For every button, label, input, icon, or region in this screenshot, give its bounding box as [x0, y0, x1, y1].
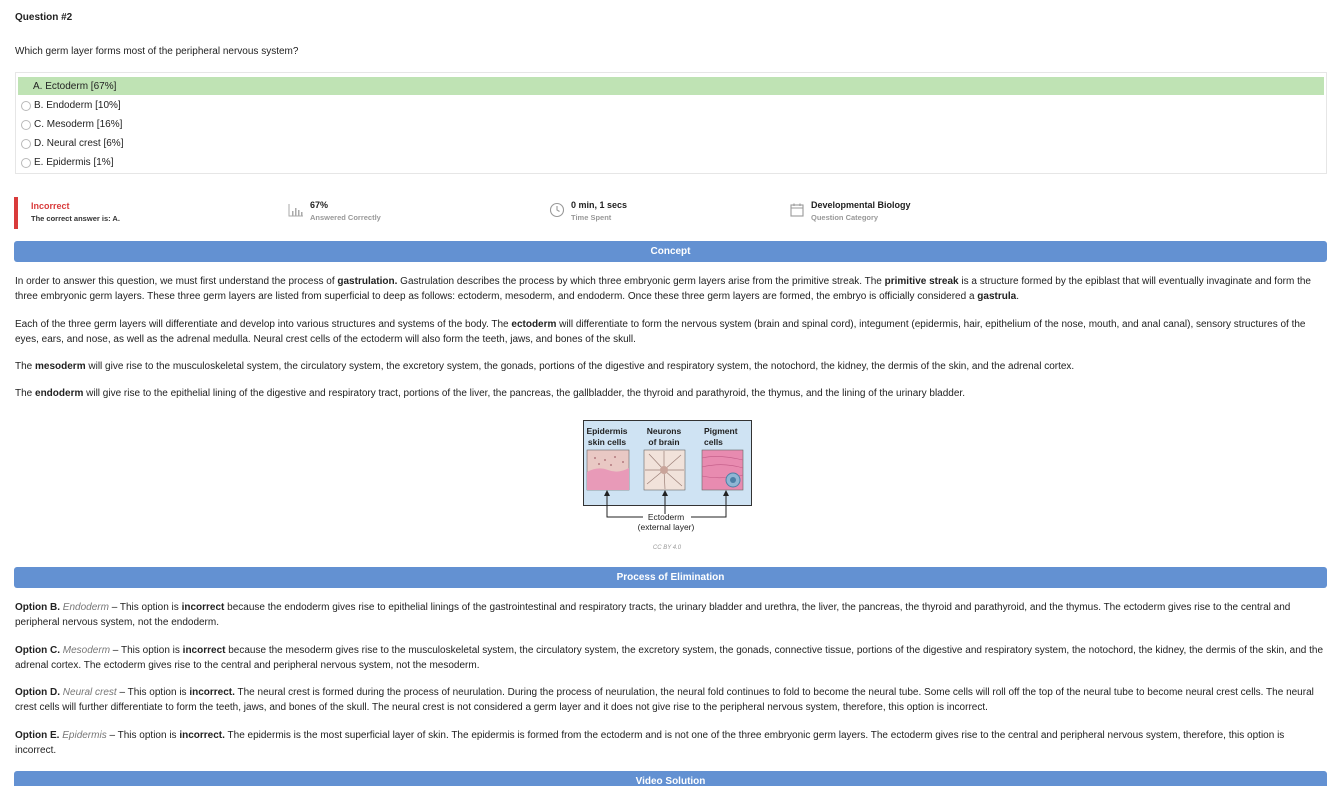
figure-caption: CC BY 4.0: [652, 545, 682, 551]
question-stem: Which germ layer forms most of the peripheral nervous system?: [15, 46, 299, 57]
diagram-label-cells: cells: [704, 437, 723, 447]
option-b-explanation: Option B. Endoderm – This option is incorrect because the endoderm gives rise to epithelial linings of the gastrointestinal and respiratory tracts, the urinary bladder and urethra, the liver, the pancreas, the thyroid and parathyroid, and the thymus. The ectoderm gives rise to the central and peripheral nervous system, not the endoderm.: [15, 602, 1291, 628]
percent-label: Answered Correctly: [310, 213, 381, 222]
radio-button[interactable]: [21, 120, 31, 130]
choice-label: E. Epidermis [1%]: [34, 157, 114, 168]
radio-button[interactable]: [21, 158, 31, 168]
correct-answer-text: The correct answer is: A.: [31, 214, 120, 223]
diagram-label-external-layer: (external layer): [637, 522, 695, 532]
time-label: Time Spent: [571, 213, 612, 222]
choice-label: D. Neural crest [6%]: [34, 138, 124, 149]
category-value: Developmental Biology: [811, 200, 911, 210]
result-status: [14, 197, 120, 229]
percent-value: 67%: [310, 200, 329, 210]
concept-paragraph-4: The endoderm will give rise to the epithelial lining of the digestive and respiratory tract, portions of the liver, the pancreas, the gallbladder, the thyroid and parathyroid, the thymus, and the lining of the urinary bladder.: [15, 388, 965, 399]
category-label: Question Category: [811, 213, 879, 222]
concept-banner: Concept: [14, 241, 1327, 262]
choice-e[interactable]: [18, 153, 1324, 172]
option-d-explanation: Option D. Neural crest – This option is incorrect. The neural crest is formed during the process of neurulation. During the process of neurulation, the neural fold continues to fold to become the neural tube. Some cells will roll off the top of the neural tube to become neural crest cells. The neural crest cells will further differentiate to form the teeth, jaws, and bones of the skull. The neural crest is not considered a germ layer and it does not give rise to the peripheral nervous system, therefore, this option is incorrect.: [15, 687, 1314, 713]
choice-label: C. Mesoderm [16%]: [34, 119, 123, 130]
choice-d[interactable]: [18, 134, 1324, 153]
concept-paragraph-1: In order to answer this question, we must first understand the process of gastrulation. Gastrulation describes the process by which three embryonic germ layers arise from the primitive streak. The primitive streak is a structure formed by the epiblast that will eventually invaginate and form the three embryonic germ layers. These three germ layers are listed from superficial to deep as follows: ectoderm, mesoderm, and endoderm. Once these three germ layers are formed, the embryo is officially considered a gastrula.: [15, 276, 1311, 302]
calendar-icon: [789, 202, 805, 218]
video-solution-banner[interactable]: Video Solution: [14, 771, 1327, 786]
diagram-label-of-brain: of brain: [648, 437, 680, 447]
answer-choices: [15, 72, 1327, 174]
clock-icon: [549, 202, 565, 218]
choice-label: A. Ectoderm [67%]: [33, 80, 117, 92]
choice-label: B. Endoderm [10%]: [34, 100, 121, 111]
pigment-cells-image: [702, 450, 743, 490]
category-stat: [789, 200, 911, 222]
time-stat: [549, 200, 627, 222]
result-stats: [14, 197, 1327, 229]
percent-stat: [288, 200, 381, 222]
epidermis-cells-image: [587, 450, 629, 490]
time-value: 0 min, 1 secs: [571, 200, 628, 210]
option-e-explanation: Option E. Epidermis – This option is incorrect. The epidermis is the most superficial layer of skin. The epidermis is formed from the ectoderm and is not one of the three embryonic germ layers. The ectoderm gives rise to the central and peripheral nervous system, therefore, this option is incorrect.: [15, 730, 1285, 756]
concept-paragraph-2: Each of the three germ layers will differentiate and develop into various structures and systems of the body. The ectoderm will differentiate to form the nervous system (brain and spinal cord), integument (epidermis, hair, epithelium of the nose, mouth, and anal canal), sensory structures of the eyes, ears, and nose, as well as the adrenal medulla. Neural crest cells of the ectoderm will also form the teeth, jaws, and bones of the skull.: [15, 319, 1306, 345]
diagram-label-skin-cells: skin cells: [587, 437, 627, 447]
neuron-cells-image: [644, 450, 685, 490]
radio-button[interactable]: [21, 101, 31, 111]
question-title: Question #2: [15, 12, 73, 23]
choice-c[interactable]: [18, 115, 1324, 134]
ectoderm-diagram: [583, 420, 753, 535]
option-c-explanation: Option C. Mesoderm – This option is incorrect because the mesoderm gives rise to the musculoskeletal system, the circulatory system, the excretory system, the gonads, connective tissue, portions of the digestive and respiratory system, the notochord, the kidney, the dermis of the skin, and the adrenal cortex. The ectoderm gives rise to the central and peripheral nervous system, not the mesoderm.: [15, 645, 1324, 671]
diagram-label-pigment: Pigment: [704, 426, 738, 436]
concept-paragraph-3: The mesoderm will give rise to the musculoskeletal system, the circulatory system, the excretory system, the gonads, portions of the digestive and respiratory system, the notochord, the kidney, the dermis of the skin, and the adrenal cortex.: [15, 361, 1075, 372]
elimination-banner: Process of Elimination: [14, 567, 1327, 588]
radio-button[interactable]: [21, 139, 31, 149]
diagram-label-ectoderm: Ectoderm: [647, 512, 685, 522]
choice-a[interactable]: [18, 77, 1324, 95]
diagram-label-epidermis: Epidermis: [586, 426, 628, 436]
diagram-label-neurons: Neurons: [646, 426, 682, 436]
bar-chart-icon: [288, 202, 304, 218]
choice-b[interactable]: [18, 96, 1324, 115]
result-label: Incorrect: [31, 201, 70, 211]
